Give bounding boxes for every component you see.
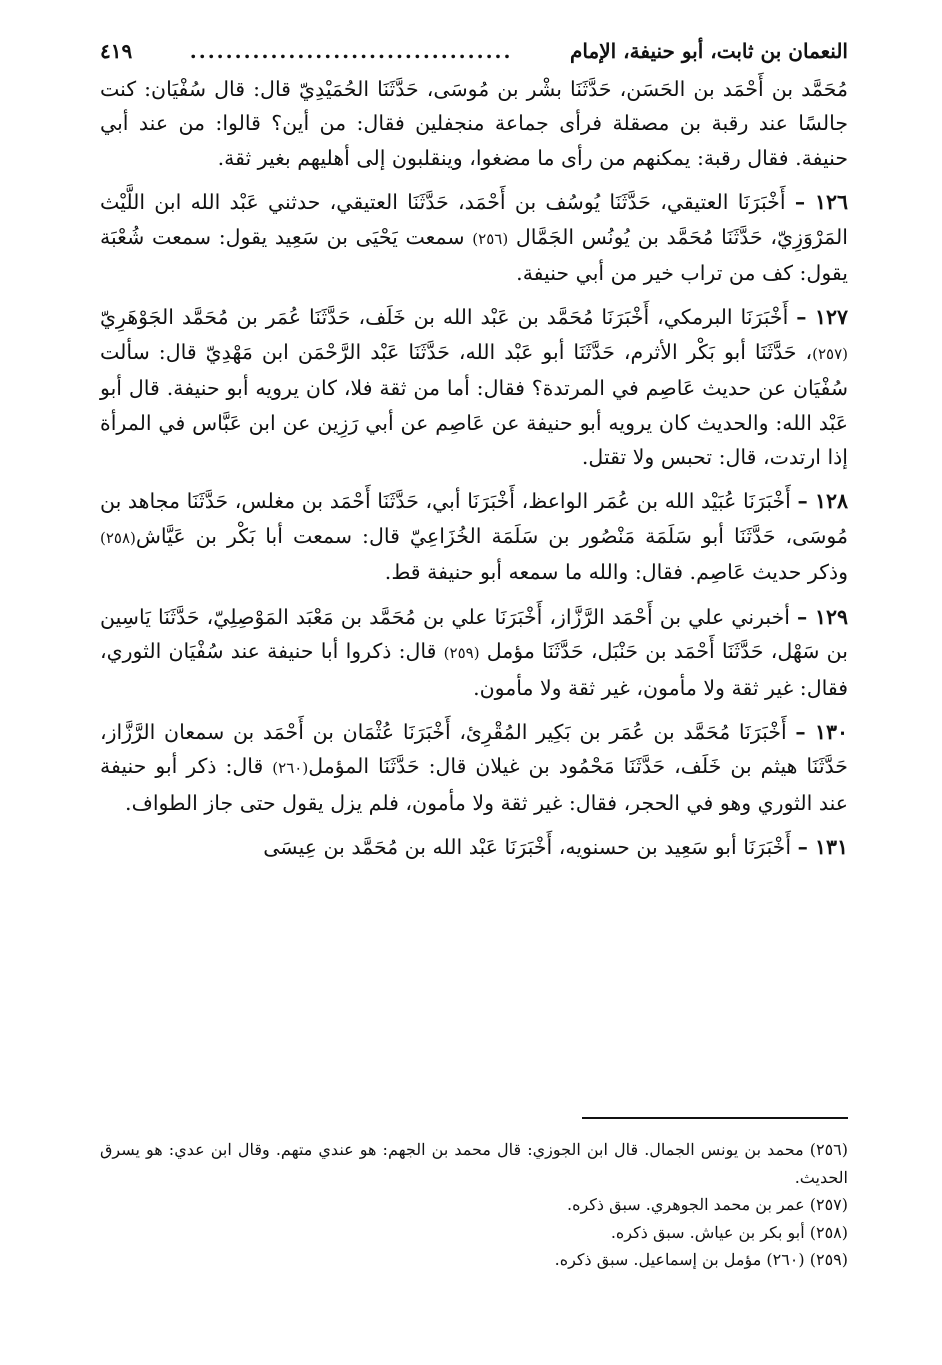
hadith-number: ١٣١ – xyxy=(797,835,848,860)
paragraph-text: أَخْبَرَنَا عُبَيْد الله بن عُمَر الواعظ، أَخْبَرَنَا أبي، حَدَّثَنَا أَحْمَد بن مغلس، حَدَّثَنَا مجاهد بن مُوسَى، حَدَّثَنَا أبو سَلَمَة مَنْصُور بن سَلَمَة الخُزَاعِيّ قال: سمعت أبا بَكْر بن عَيَّاش xyxy=(100,489,848,548)
leader-dots: .................................... xyxy=(189,39,513,63)
paragraph xyxy=(100,300,848,474)
footnote-reference: (٢٦٠) xyxy=(272,759,309,778)
footnote-reference: (٢٥٨) xyxy=(100,528,136,547)
hadith-number: ١٢٩ – xyxy=(797,604,848,629)
footnote: (٢٥٩) (٢٦٠) مؤمل بن إسماعيل. سبق ذكره. xyxy=(554,1250,848,1269)
hadith-number: ١٣٠ – xyxy=(795,719,848,744)
hadith-number: ١٢٦ – xyxy=(794,190,848,215)
paragraph xyxy=(100,484,848,589)
footnote: (٢٥٧) عمر بن محمد الجوهري. سبق ذكره. xyxy=(567,1195,848,1214)
paragraph xyxy=(100,72,848,175)
paragraph-text: أخبرني علي بن أَحْمَد الرَّزَّاز، أَخْبَرَنَا علي بن مُحَمَّد بن مَعْبَد المَوْصِلِيّ، حَدَّثَنَا يَاسِين بن سَهْل، حَدَّثَنَا أَحْمَد بن حَنْبَل، حَدَّثَنَا مؤمل xyxy=(100,604,848,664)
book-page xyxy=(100,36,848,865)
paragraph xyxy=(100,830,848,864)
paragraph-text: ، حَدَّثَنَا أبو بَكْر الأثرم، حَدَّثَنَا أبو عَبْد الله، حَدَّثَنَا عَبْد الرَّحْمَن ابن مَهْدِيّ قال: سألت سُفْيَان عن حديث عَاصِم في المرتدة؟ فقال: أما من ثقة فلا، كان يرويه أبو حنيفة. قال أبو عَبْد الله: والحديث كان يرويه أبو حنيفة عن عَاصِم عن أبي رَزِين عن ابن عَبَّاس في المرأة إذا ارتدت، قال: تحبس ولا تقتل. xyxy=(100,339,848,470)
paragraph-text: سمعت يَحْيَى بن سَعِيد يقول: سمعت شُعْبَة يقول: كف من تراب خير من أبي حنيفة. xyxy=(100,224,848,286)
paragraph-text: قال: ذكر أبو حنيفة عند الثوري وهو في الحجر، فقال: غير ثقة ولا مأمون، فلم يزل يقول حتى جاز الطواف. xyxy=(100,754,848,815)
running-title: النعمان بن ثابت، أبو حنيفة، الإمام xyxy=(570,39,848,63)
paragraph xyxy=(100,600,848,705)
footnote-reference: (٢٥٧) xyxy=(812,344,848,363)
hadith-number: ١٢٨ – xyxy=(797,489,848,514)
paragraph-text: مُحَمَّد بن أَحْمَد بن الحَسَن، حَدَّثَنَا بشْر بن مُوسَى، حَدَّثَنَا الحُمَيْدِيّ قال: قال سُفْيَان: كنت جالسًا عند رقبة بن مصقلة فرأى جماعة منجفلين فقال: من أين؟ قالوا: من عند أبي حنيفة. فقال رقبة: يمكنهم من رأى ما مضغوا، وينقلبون إلى أهليهم بغير ثقة. xyxy=(100,77,848,170)
main-text xyxy=(100,72,848,865)
page-number: ٤١٩ xyxy=(100,39,133,63)
footnote: (٢٥٨) أبو بكر بن عياش. سبق ذكره. xyxy=(610,1222,848,1242)
paragraph xyxy=(100,715,848,820)
paragraph-text: أَخْبَرَنَا مُحَمَّد بن عُمَر بن بَكِير المُقْرِئ، أَخْبَرَنَا عُثْمَان بن أَحْمَد بن سمعان الرَّزَّاز، حَدَّثَنَا هيثم بن خَلَف، حَدَّثَنَا مَحْمُود بن غيلان قال: حَدَّثَنَا المؤمل xyxy=(100,719,848,779)
footnote-reference: (٢٥٩) xyxy=(443,644,480,663)
running-header xyxy=(100,36,848,66)
paragraph-text: وذكر حديث عَاصِم. فقال: والله ما سمعه أبو حنيفة قط. xyxy=(384,560,848,585)
paragraph xyxy=(100,185,848,290)
hadith-number: ١٢٧ – xyxy=(796,305,848,330)
paragraph-text: أَخْبَرَنَا العتيقي، حَدَّثَنَا يُوسُف بن أَحْمَد، حَدَّثَنَا العتيقي، حدثني عَبْد الله ابن اللَّيْث المَرْوَزِيّ، حَدَّثَنَا مُحَمَّد بن يُونُس الجَمَّال xyxy=(100,190,848,249)
footnotes xyxy=(100,1136,848,1274)
footnote-separator xyxy=(582,1117,848,1119)
footnote-reference: (٢٥٦) xyxy=(472,229,509,248)
paragraph-text: أَخْبَرَنَا أبو سَعِيد بن حسنويه، أَخْبَرَنَا عَبْد الله بن مُحَمَّد بن عِيسَى xyxy=(263,835,792,860)
paragraph-text: أَخْبَرَنَا البرمكي، أَخْبَرَنَا مُحَمَّد بن عَبْد الله بن خَلَف، حَدَّثَنَا عُمَر بن مُحَمَّد الجَوْهَرِيّ xyxy=(100,305,789,330)
footnote: (٢٥٦) محمد بن يونس الجمال. قال ابن الجوزي: قال محمد بن الجهم: هو عندي متهم. وقال ابن عدي: هو يسرق الحديث. xyxy=(100,1140,848,1187)
paragraph-text: قال: ذكروا أبا حنيفة عند سُفْيَان الثوري، فقال: غير ثقة ولا مأمون، غير ثقة ولا مأمون. xyxy=(100,639,848,700)
